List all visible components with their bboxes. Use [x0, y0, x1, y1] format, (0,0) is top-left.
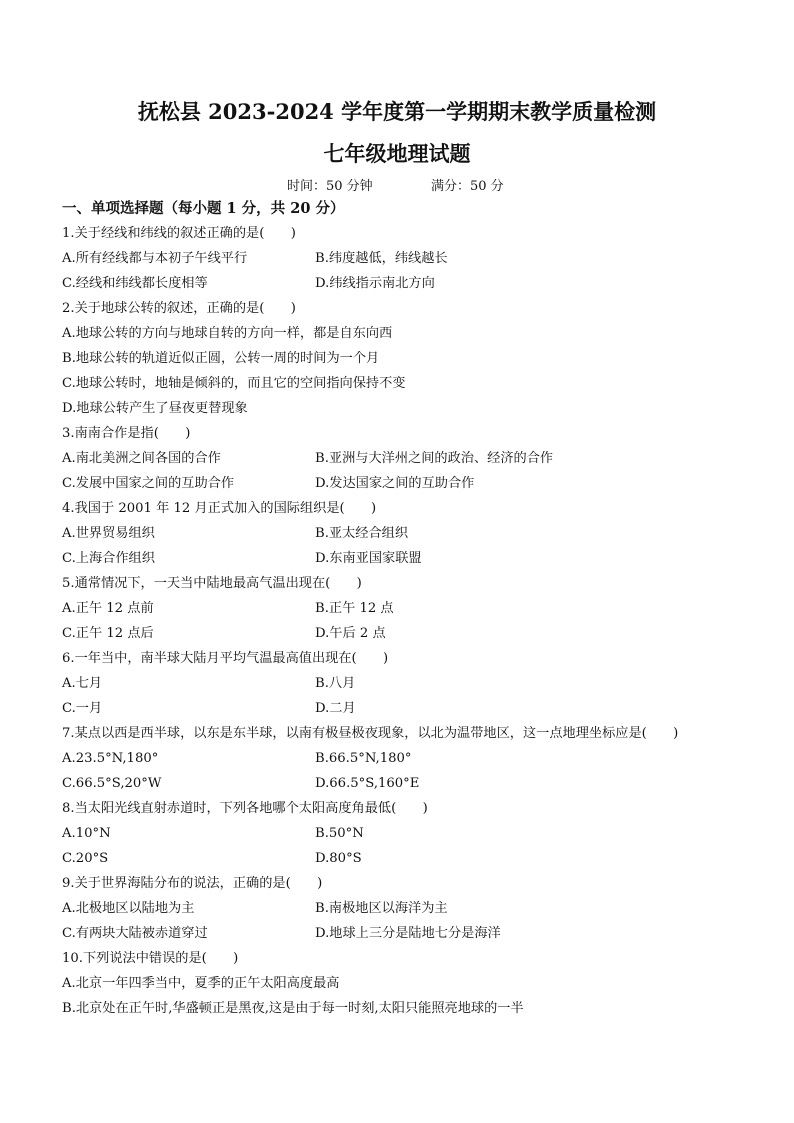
option-a: A.23.5°N,180° — [62, 751, 159, 766]
question-stem: 7.某点以西是西半球，以东是东半球，以南有极昼极夜现象，以北为温带地区，这一点地理坐标应是( ) — [62, 726, 679, 741]
question-stem: 2.关于地球公转的叙述，正确的是( ) — [62, 301, 296, 316]
exam-score: 满分：50 分 — [431, 179, 504, 194]
option-b: B.北京处在正午时,华盛顿正是黑夜,这是由于每一时刻,太阳只能照亮地球的一半 — [62, 1001, 524, 1016]
option-c: C.一月 — [62, 701, 103, 716]
option-a: A.地球公转的方向与地球自转的方向一样，都是自东向西 — [62, 326, 393, 341]
question-stem: 10.下列说法中错误的是( ) — [62, 951, 239, 966]
option-b: B.正午 12 点 — [315, 601, 394, 616]
question-stem: 9.关于世界海陆分布的说法，正确的是( ) — [62, 876, 323, 891]
option-b: B.地球公转的轨道近似正圆，公转一周的时间为一个月 — [62, 351, 380, 366]
option-c: C.上海合作组织 — [62, 551, 155, 566]
option-a: A.北极地区以陆地为主 — [62, 901, 195, 916]
option-d: D.午后 2 点 — [315, 626, 386, 641]
option-row — [62, 771, 752, 796]
option-row — [62, 821, 752, 846]
option-d: D.地球上三分是陆地七分是海洋 — [315, 926, 501, 941]
option-c: C.发展中国家之间的互助合作 — [62, 476, 235, 491]
option-row — [62, 846, 752, 871]
option-a: A.世界贸易组织 — [62, 526, 155, 541]
option-a: A.北京一年四季当中，夏季的正午太阳高度最高 — [62, 976, 340, 991]
option-d: D.纬线指示南北方向 — [315, 276, 435, 291]
question-stem: 5.通常情况下，一天当中陆地最高气温出现在( ) — [62, 576, 362, 591]
option-row — [62, 546, 752, 571]
question-stem: 3.南南合作是指( ) — [62, 426, 191, 441]
option-a: A.南北美洲之间各国的合作 — [62, 451, 221, 466]
option-a: A.所有经线都与本初子午线平行 — [62, 251, 248, 266]
option-row — [62, 271, 752, 296]
option-a: A.七月 — [62, 676, 103, 691]
section-heading: 一、单项选择题（每小题 1 分，共 20 分） — [62, 200, 345, 217]
option-row — [62, 921, 752, 946]
option-row — [62, 246, 752, 271]
option-d: D.发达国家之间的互助合作 — [315, 476, 475, 491]
option-b: B.亚洲与大洋州之间的政治、经济的合作 — [315, 451, 554, 466]
option-row — [62, 521, 752, 546]
option-c: C.正午 12 点后 — [62, 626, 154, 641]
option-row — [62, 446, 752, 471]
question-stem: 4.我国于 2001 年 12 月正式加入的国际组织是( ) — [62, 501, 377, 516]
option-row — [62, 896, 752, 921]
option-b: B.纬度越低，纬线越长 — [315, 251, 448, 266]
option-c: C.有两块大陆被赤道穿过 — [62, 926, 208, 941]
option-row — [62, 621, 752, 646]
option-b: B.南极地区以海洋为主 — [315, 901, 448, 916]
option-d: D.地球公转产生了昼夜更替现象 — [62, 401, 248, 416]
question-stem: 8.当太阳光线直射赤道时，下列各地哪个太阳高度角最低( ) — [62, 801, 428, 816]
option-row — [62, 746, 752, 771]
option-c: C.地球公转时，地轴是倾斜的，而且它的空间指向保持不变 — [62, 376, 406, 391]
question-stem: 6.一年当中，南半球大陆月平均气温最高值出现在( ) — [62, 651, 389, 666]
option-b: B.66.5°N,180° — [315, 751, 412, 766]
option-d: D.66.5°S,160°E — [315, 776, 420, 791]
question-stem: 1.关于经线和纬线的叙述正确的是( ) — [62, 226, 296, 241]
option-a: A.正午 12 点前 — [62, 601, 154, 616]
option-row — [62, 696, 752, 721]
option-b: B.八月 — [315, 676, 356, 691]
exam-subtitle: 七年级地理试题 — [323, 141, 471, 166]
option-b: B.亚太经合组织 — [315, 526, 409, 541]
option-b: B.50°N — [315, 826, 364, 841]
option-c: C.66.5°S,20°W — [62, 776, 162, 791]
option-row — [62, 671, 752, 696]
option-c: C.经线和纬线都长度相等 — [62, 276, 208, 291]
option-d: D.二月 — [315, 701, 356, 716]
option-a: A.10°N — [62, 826, 111, 841]
question-list — [62, 197, 752, 1021]
option-d: D.80°S — [315, 851, 362, 866]
option-c: C.20°S — [62, 851, 109, 866]
option-row — [62, 471, 752, 496]
exam-time: 时间：50 分钟 — [287, 179, 373, 194]
option-row — [62, 596, 752, 621]
option-d: D.东南亚国家联盟 — [315, 551, 422, 566]
exam-title: 抚松县 2023-2024 学年度第一学期期末教学质量检测 — [137, 99, 657, 124]
